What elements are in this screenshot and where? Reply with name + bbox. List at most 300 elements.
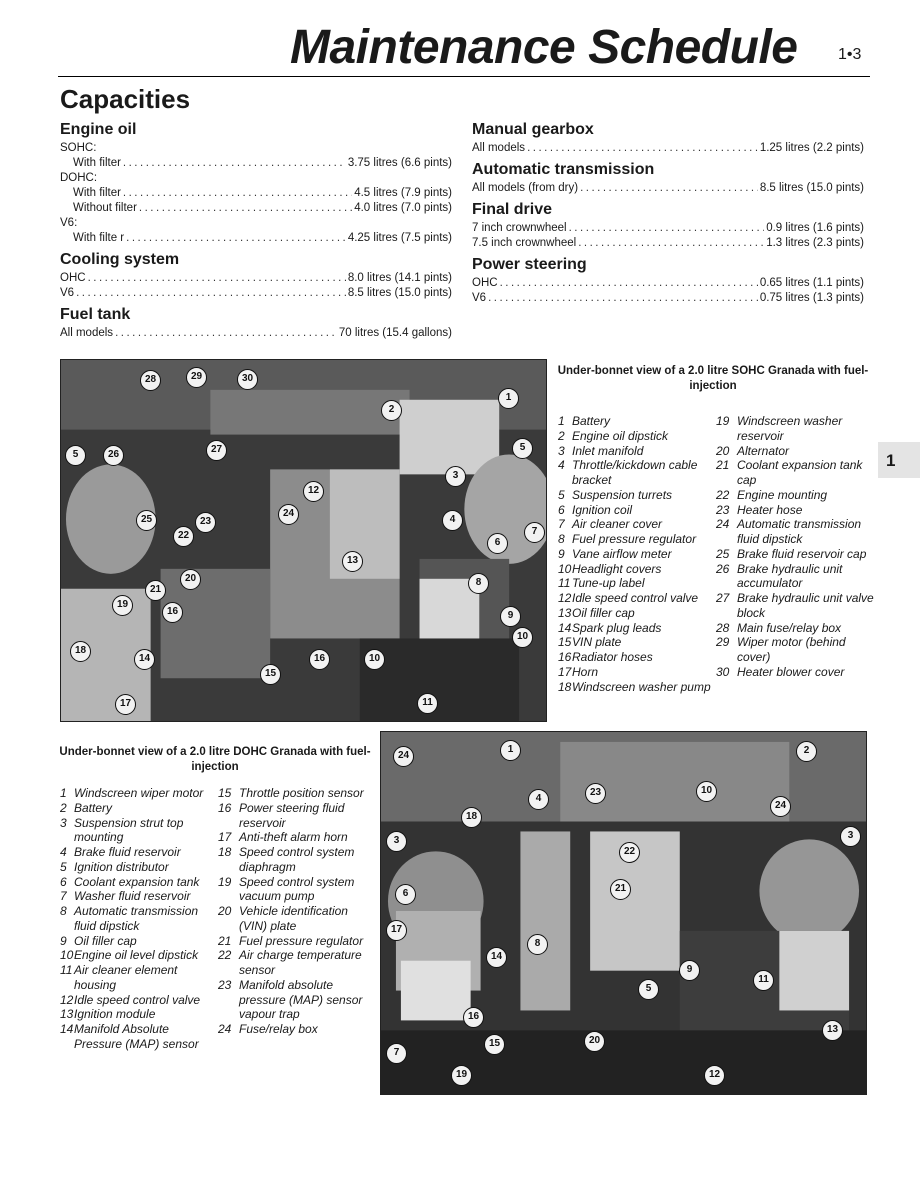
legend-number: 27	[716, 591, 730, 605]
legend-text: Fuel pressure regulator	[239, 933, 364, 948]
leader-dots	[569, 221, 765, 236]
legend-item	[218, 875, 378, 905]
legend-item	[60, 993, 220, 1008]
legend-number: 17	[558, 664, 572, 679]
subheading: V6:	[60, 217, 78, 229]
callout-label: 30	[237, 369, 258, 390]
capacity-label: OHC	[60, 272, 86, 284]
capacity-row	[60, 186, 452, 201]
legend-number: 15	[558, 635, 572, 650]
legend-number: 7	[558, 517, 565, 532]
callout-label: 15	[260, 664, 281, 685]
legend-text: Brake hydraulic unit valve block	[737, 591, 874, 620]
callout-label: 2	[796, 741, 817, 762]
callout-label: 16	[162, 602, 183, 623]
callout-label: 3	[840, 826, 861, 847]
section-heading: Manual gearbox	[472, 121, 594, 138]
legend-text: Alternator	[737, 443, 790, 458]
capacity-row	[472, 291, 864, 306]
legend-item	[558, 503, 716, 518]
section-heading: Final drive	[472, 201, 553, 218]
callout-label: 23	[195, 512, 216, 533]
legend-text: Engine oil dipstick	[572, 428, 669, 443]
callout-label: 12	[303, 481, 324, 502]
callout-label: 5	[65, 445, 86, 466]
legend-number: 2	[558, 428, 565, 443]
leader-dots	[115, 326, 337, 341]
legend-item	[218, 1022, 378, 1037]
capacity-label: With filter	[73, 157, 121, 169]
capacity-row	[60, 201, 452, 216]
callout-label: 6	[395, 884, 416, 905]
capacity-row	[472, 221, 864, 236]
legend-text: Vehicle identification (VIN) plate	[239, 904, 348, 933]
leader-dots	[139, 201, 352, 216]
legend-number: 12	[558, 591, 572, 605]
legend-text: Automatic transmission fluid dipstick	[737, 517, 862, 546]
legend-number: 7	[60, 889, 67, 904]
legend-text: Radiator hoses	[572, 650, 653, 664]
legend-item	[218, 934, 378, 949]
capacity-value: 4.0 litres (7.0 pints)	[354, 202, 452, 214]
legend-item	[716, 444, 876, 459]
capacity-label: 7.5 inch crownwheel	[472, 237, 577, 249]
legend-number: 11	[60, 963, 73, 977]
legend-number: 6	[60, 874, 67, 889]
legend-text: Inlet manifold	[572, 443, 644, 458]
capacities-left-column	[60, 120, 452, 341]
figure2-legend-column-2	[218, 786, 378, 1037]
legend-number: 30	[716, 664, 730, 679]
page-title: Maintenance Schedule	[290, 21, 798, 74]
legend-item	[558, 458, 716, 488]
callout-label: 24	[393, 746, 414, 767]
callout-label: 22	[173, 526, 194, 547]
legend-text: Vane airflow meter	[572, 546, 672, 561]
legend-text: Idle speed control valve	[74, 992, 201, 1007]
legend-number: 1	[558, 414, 565, 428]
capacity-label: OHC	[472, 277, 498, 289]
legend-number: 12	[60, 992, 74, 1007]
leader-dots	[527, 141, 758, 156]
legend-text: Air cleaner element housing	[74, 963, 178, 992]
legend-text: Manifold Absolute Pressure (MAP) sensor	[74, 1022, 199, 1051]
legend-item	[558, 517, 716, 532]
leader-dots	[88, 271, 346, 286]
callout-label: 14	[486, 947, 507, 968]
leader-dots	[123, 186, 352, 201]
callout-label: 3	[386, 831, 407, 852]
callout-label: 17	[115, 694, 136, 715]
capacity-value: 3.75 litres (6.6 pints)	[347, 157, 452, 169]
capacity-value: 8.5 litres (15.0 pints)	[347, 287, 452, 299]
callout-label: 23	[585, 783, 606, 804]
legend-text: Washer fluid reservoir	[74, 889, 191, 904]
callout-label: 25	[136, 510, 157, 531]
callout-label: 22	[619, 842, 640, 863]
legend-item	[218, 830, 378, 845]
legend-item	[558, 576, 716, 591]
subheading: DOHC:	[60, 172, 98, 184]
legend-number: 16	[218, 800, 232, 815]
legend-item	[558, 635, 716, 650]
legend-text: Fuel pressure regulator	[572, 532, 697, 546]
figure2-legend-column-1	[60, 786, 220, 1052]
legend-number: 1	[60, 786, 67, 800]
figure1-caption: Under-bonnet view of a 2.0 litre SOHC Granada with fuel-injection	[557, 365, 869, 392]
callout-label: 5	[638, 979, 659, 1000]
legend-item	[716, 591, 876, 621]
header-divider	[58, 76, 870, 77]
legend-number: 25	[716, 546, 730, 561]
legend-item	[716, 488, 876, 503]
capacity-label: All models	[60, 327, 114, 339]
legend-text: Idle speed control valve	[572, 591, 699, 605]
legend-text: Coolant expansion tank cap	[737, 458, 863, 487]
callout-label: 13	[822, 1020, 843, 1041]
callout-label: 8	[527, 934, 548, 955]
legend-number: 9	[60, 933, 67, 948]
callout-label: 10	[364, 649, 385, 670]
legend-text: Ignition coil	[572, 502, 633, 517]
legend-text: Windscreen washer pump	[572, 679, 711, 694]
callout-label: 7	[524, 522, 545, 543]
legend-item	[60, 860, 220, 875]
capacity-value: 0.75 litres (1.3 pints)	[759, 292, 864, 304]
callout-label: 9	[679, 960, 700, 981]
capacity-value: 8.5 litres (15.0 pints)	[759, 182, 864, 194]
legend-item	[218, 978, 378, 1022]
callout-label: 21	[145, 580, 166, 601]
section-heading: Fuel tank	[60, 306, 131, 323]
legend-item	[558, 606, 716, 621]
legend-text: Horn	[572, 664, 599, 679]
legend-text: Heater blower cover	[737, 664, 845, 679]
capacities-title: Capacities	[60, 84, 191, 114]
legend-item	[60, 1007, 220, 1022]
callout-label: 7	[386, 1043, 407, 1064]
callout-label: 1	[498, 388, 519, 409]
legend-number: 8	[558, 532, 565, 546]
capacity-label: V6	[472, 292, 487, 304]
legend-number: 19	[218, 874, 232, 889]
legend-text: Oil filler cap	[74, 933, 137, 948]
callout-label: 2	[381, 400, 402, 421]
legend-number: 16	[558, 650, 572, 664]
callout-label: 29	[186, 367, 207, 388]
callout-label: 19	[112, 595, 133, 616]
legend-item	[60, 889, 220, 904]
legend-number: 3	[60, 815, 67, 830]
section-heading: Power steering	[472, 256, 587, 273]
legend-item	[218, 786, 378, 801]
legend-item	[60, 934, 220, 949]
legend-item	[218, 845, 378, 875]
legend-text: Battery	[572, 414, 611, 428]
legend-item	[558, 650, 716, 665]
legend-text: Heater hose	[737, 502, 803, 517]
legend-item	[558, 665, 716, 680]
legend-number: 10	[558, 561, 572, 576]
legend-number: 19	[716, 414, 730, 428]
legend-item	[218, 904, 378, 934]
legend-item	[716, 635, 876, 665]
callout-label: 16	[309, 649, 330, 670]
legend-number: 13	[558, 605, 572, 620]
legend-item	[218, 948, 378, 978]
capacity-value: 1.3 litres (2.3 pints)	[766, 237, 864, 249]
page-number: 1•3	[838, 46, 862, 63]
capacity-row	[60, 156, 452, 171]
capacities-right-column	[472, 120, 864, 306]
legend-item	[60, 845, 220, 860]
legend-item	[558, 429, 716, 444]
legend-text: Wiper motor (behind cover)	[737, 635, 846, 664]
legend-item	[716, 517, 876, 547]
legend-text: Engine oil level dipstick	[74, 948, 199, 963]
legend-number: 21	[716, 458, 730, 473]
legend-number: 24	[716, 517, 730, 532]
legend-item	[60, 801, 220, 816]
legend-number: 18	[558, 679, 572, 694]
capacity-label: All models	[472, 142, 526, 154]
capacity-value: 8.0 litres (14.1 pints)	[347, 272, 452, 284]
legend-text: Fuse/relay box	[239, 1022, 318, 1036]
capacity-label: 7 inch crownwheel	[472, 222, 567, 234]
legend-item	[60, 1022, 220, 1052]
callout-label: 10	[696, 781, 717, 802]
legend-text: Power steering fluid reservoir	[239, 800, 345, 830]
legend-item	[716, 414, 876, 444]
legend-item	[558, 532, 716, 547]
legend-number: 4	[60, 845, 67, 859]
legend-item	[716, 665, 876, 680]
callout-label: 16	[463, 1007, 484, 1028]
capacity-value: 4.25 litres (7.5 pints)	[347, 232, 452, 244]
figure2-caption: Under-bonnet view of a 2.0 litre DOHC Granada with fuel-injection	[59, 746, 371, 773]
callout-label: 6	[487, 533, 508, 554]
callout-label: 9	[500, 606, 521, 627]
legend-text: Brake hydraulic unit accumulator	[737, 561, 843, 591]
legend-text: Windscreen wiper motor	[74, 786, 204, 800]
callout-label: 24	[278, 504, 299, 525]
dohc-engine-image	[381, 732, 866, 1094]
legend-item	[60, 948, 220, 963]
legend-number: 14	[558, 620, 572, 635]
capacity-label: Without filter	[73, 202, 137, 214]
callout-label: 8	[468, 573, 489, 594]
callout-label: 28	[140, 370, 161, 391]
legend-number: 5	[60, 859, 67, 874]
capacity-row	[472, 141, 864, 156]
legend-number: 9	[558, 546, 565, 561]
legend-item	[716, 547, 876, 562]
legend-text: Brake fluid reservoir	[74, 845, 181, 859]
callout-label: 20	[180, 569, 201, 590]
callout-label: 13	[342, 551, 363, 572]
legend-text: Ignition distributor	[74, 859, 169, 874]
callout-label: 14	[134, 649, 155, 670]
legend-item	[716, 621, 876, 636]
legend-number: 4	[558, 458, 565, 473]
leader-dots	[488, 291, 758, 306]
legend-item	[716, 503, 876, 518]
figure1-legend-column-2	[716, 414, 876, 680]
capacity-label: With filter	[73, 187, 121, 199]
legend-text: Air charge temperature sensor	[239, 948, 362, 977]
legend-number: 14	[60, 1022, 74, 1036]
legend-text: Speed control system vacuum pump	[239, 874, 355, 904]
leader-dots	[123, 156, 346, 171]
legend-number: 8	[60, 904, 67, 918]
legend-number: 22	[716, 487, 730, 502]
subheading: SOHC:	[60, 142, 97, 154]
dohc-engine-photo	[380, 731, 867, 1095]
legend-text: Headlight covers	[572, 561, 662, 576]
leader-dots	[76, 286, 346, 301]
legend-text: Engine mounting	[737, 487, 828, 502]
legend-text: Suspension turrets	[572, 487, 673, 502]
legend-item	[60, 904, 220, 934]
callout-label: 1	[500, 740, 521, 761]
legend-item	[60, 875, 220, 890]
legend-number: 23	[716, 502, 730, 517]
legend-text: Speed control system diaphragm	[239, 845, 355, 874]
legend-number: 23	[218, 977, 232, 992]
legend-text: Coolant expansion tank	[74, 874, 200, 889]
callout-label: 4	[528, 789, 549, 810]
sohc-engine-image	[61, 360, 546, 721]
legend-number: 29	[716, 635, 730, 650]
capacity-row	[60, 326, 452, 341]
leader-dots	[500, 276, 758, 291]
callout-label: 24	[770, 796, 791, 817]
capacity-row	[60, 286, 452, 301]
legend-item	[558, 591, 716, 606]
callout-label: 19	[451, 1065, 472, 1086]
legend-item	[558, 444, 716, 459]
callout-label: 12	[704, 1065, 725, 1086]
legend-number: 28	[716, 620, 730, 635]
capacity-row	[472, 236, 864, 251]
chapter-tab: 1	[878, 442, 920, 478]
legend-item	[558, 414, 716, 429]
capacity-row	[472, 181, 864, 196]
callout-label: 10	[512, 627, 533, 648]
legend-text: Spark plug leads	[572, 620, 662, 635]
legend-text: Brake fluid reservoir cap	[737, 546, 867, 561]
section-heading: Engine oil	[60, 121, 137, 138]
legend-item	[558, 488, 716, 503]
legend-number: 18	[218, 845, 232, 859]
legend-item	[60, 816, 220, 846]
capacity-row	[60, 231, 452, 246]
leader-dots	[580, 181, 758, 196]
callout-label: 17	[386, 920, 407, 941]
legend-text: Throttle/kickdown cable bracket	[572, 458, 698, 487]
legend-item	[60, 963, 220, 993]
legend-number: 17	[218, 830, 232, 845]
callout-label: 18	[461, 807, 482, 828]
legend-text: Throttle position sensor	[239, 786, 364, 800]
legend-text: Automatic transmission fluid dipstick	[74, 904, 199, 933]
capacity-row	[472, 276, 864, 291]
legend-item	[558, 547, 716, 562]
section-heading: Automatic transmission	[472, 161, 655, 178]
capacity-value: 0.9 litres (1.6 pints)	[766, 222, 864, 234]
callout-label: 11	[417, 693, 438, 714]
figure1-legend-column-1	[558, 414, 716, 694]
legend-number: 3	[558, 443, 565, 458]
legend-item	[558, 562, 716, 577]
legend-item	[218, 801, 378, 831]
legend-number: 21	[218, 933, 232, 948]
capacity-value: 4.5 litres (7.9 pints)	[354, 187, 452, 199]
capacity-value: 1.25 litres (2.2 pints)	[759, 142, 864, 154]
capacity-label: All models (from dry)	[472, 182, 579, 194]
legend-text: VIN plate	[572, 635, 622, 650]
legend-item	[558, 680, 716, 695]
legend-number: 20	[716, 443, 730, 458]
callout-label: 4	[442, 510, 463, 531]
callout-label: 3	[445, 466, 466, 487]
legend-text: Main fuse/relay box	[737, 620, 842, 635]
callout-label: 18	[70, 641, 91, 662]
capacity-value: 0.65 litres (1.1 pints)	[759, 277, 864, 289]
callout-label: 21	[610, 879, 631, 900]
legend-text: Oil filler cap	[572, 605, 635, 620]
callout-label: 11	[753, 970, 774, 991]
legend-text: Air cleaner cover	[572, 517, 663, 532]
legend-number: 26	[716, 561, 730, 576]
legend-text: Suspension strut top mounting	[74, 815, 184, 845]
callout-label: 27	[206, 440, 227, 461]
legend-number: 2	[60, 800, 67, 815]
legend-number: 20	[218, 904, 232, 918]
capacity-row	[60, 271, 452, 286]
legend-text: Battery	[74, 800, 113, 815]
legend-number: 6	[558, 502, 565, 517]
legend-item	[558, 621, 716, 636]
legend-item	[716, 458, 876, 488]
capacity-label: V6	[60, 287, 75, 299]
legend-number: 15	[218, 786, 232, 800]
callout-label: 5	[512, 438, 533, 459]
capacity-value: 70 litres (15.4 gallons)	[338, 327, 452, 339]
legend-number: 10	[60, 948, 74, 963]
legend-number: 5	[558, 487, 565, 502]
legend-text: Tune-up label	[572, 576, 645, 591]
legend-number: 13	[60, 1007, 74, 1022]
legend-number: 11	[558, 576, 571, 591]
capacity-label: With filte r	[73, 232, 125, 244]
legend-text: Manifold absolute pressure (MAP) sensor vapour trap	[239, 977, 363, 1022]
legend-item	[716, 562, 876, 592]
section-heading: Cooling system	[60, 251, 180, 268]
legend-text: Ignition module	[74, 1007, 156, 1022]
leader-dots	[126, 231, 346, 246]
legend-text: Anti-theft alarm horn	[239, 830, 348, 845]
legend-item	[60, 786, 220, 801]
legend-number: 22	[218, 948, 232, 963]
legend-number: 24	[218, 1022, 232, 1036]
callout-label: 26	[103, 445, 124, 466]
legend-text: Windscreen washer reservoir	[737, 414, 843, 443]
callout-label: 20	[584, 1031, 605, 1052]
callout-label: 15	[484, 1034, 505, 1055]
sohc-engine-photo	[60, 359, 547, 722]
leader-dots	[578, 236, 764, 251]
